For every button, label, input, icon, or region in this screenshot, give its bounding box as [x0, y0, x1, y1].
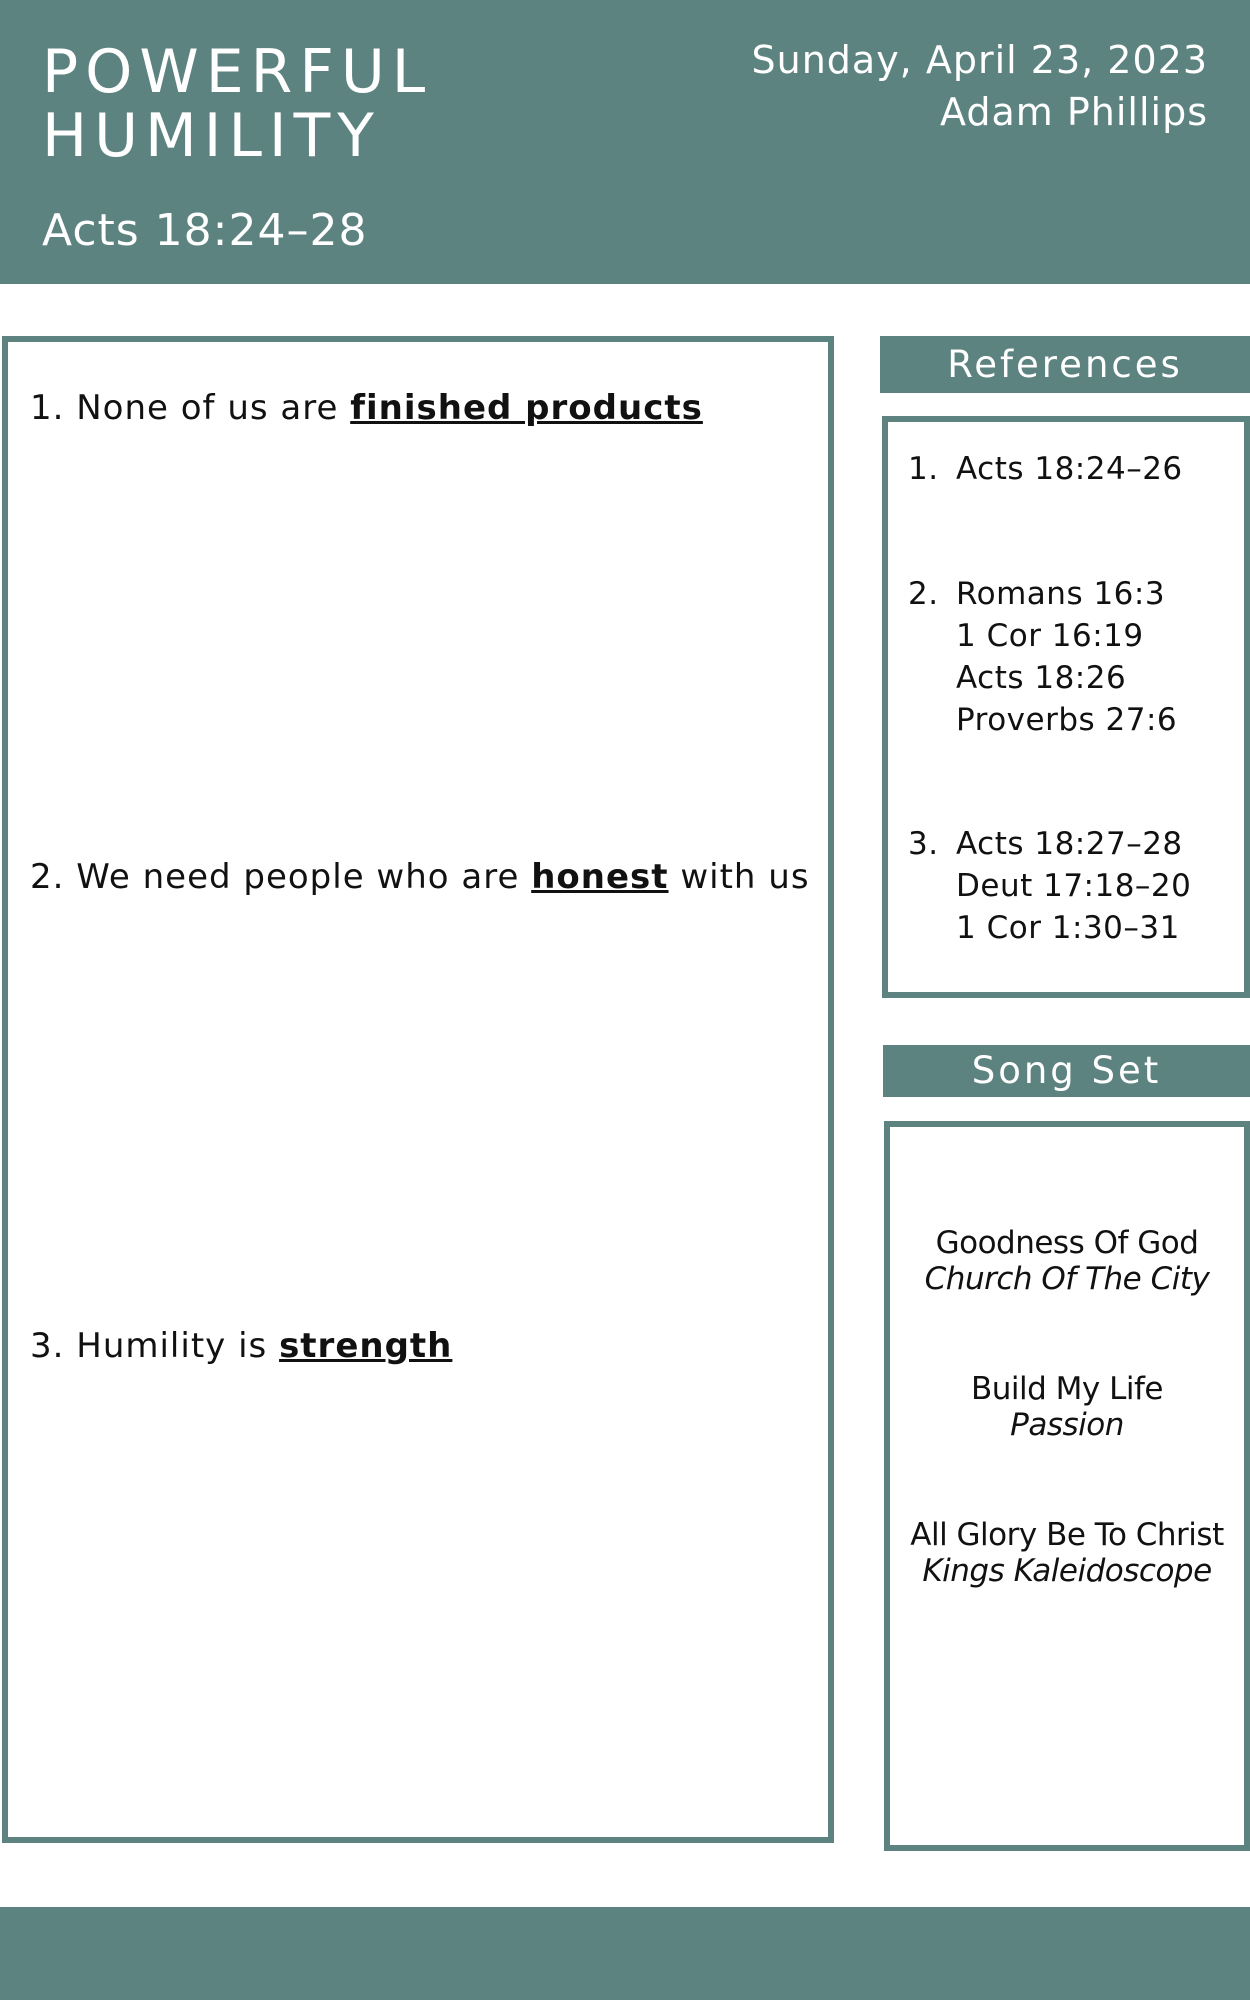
sermon-title-line-2: HUMILITY: [42, 101, 381, 171]
sermon-meta: [752, 34, 1209, 138]
reference-number: 3.: [908, 826, 939, 862]
reference-list: [956, 448, 1183, 490]
song-title: All Glory Be To Christ: [910, 1517, 1224, 1553]
header-banner: [0, 0, 1250, 284]
sermon-point-2: [30, 857, 810, 897]
scripture-reference: Acts 18:24–28: [42, 205, 368, 256]
point-fill-in: honest: [531, 857, 669, 897]
song-set-box: [884, 1121, 1250, 1851]
song-artist: Kings Kaleidoscope: [922, 1553, 1212, 1589]
reference-number: 1.: [908, 451, 939, 487]
point-fill-in: finished products: [350, 388, 703, 428]
song-artist: Church Of The City: [924, 1261, 1210, 1297]
sermon-date: Sunday, April 23, 2023: [751, 38, 1208, 82]
speaker-name: Adam Phillips: [940, 90, 1208, 134]
sermon-point-3: [30, 1326, 452, 1366]
song-set-heading: Song Set: [883, 1045, 1250, 1097]
reference-item: 1 Cor 16:19: [956, 618, 1144, 654]
reference-number: 2.: [908, 576, 939, 612]
song-title: Goodness Of God: [935, 1225, 1199, 1261]
song-item-3: [890, 1517, 1244, 1589]
reference-item: Proverbs 27:6: [956, 702, 1178, 738]
reference-item: Acts 18:27–28: [956, 826, 1183, 862]
point-text-end: with us: [668, 857, 810, 897]
sermon-point-1: [30, 388, 703, 428]
point-fill-in: strength: [279, 1326, 453, 1366]
point-text: 3. Humility is: [30, 1326, 280, 1366]
footer-band: [0, 1907, 1250, 2000]
references-box: [882, 416, 1250, 998]
song-artist: Passion: [1010, 1407, 1124, 1443]
song-item-1: [890, 1225, 1244, 1297]
references-heading: References: [880, 336, 1250, 393]
reference-item: Romans 16:3: [956, 576, 1166, 612]
sermon-title: [42, 37, 433, 171]
reference-item: 1 Cor 1:30–31: [956, 910, 1180, 946]
reference-item: Acts 18:26: [956, 660, 1127, 696]
sermon-title-line-1: POWERFUL: [42, 37, 433, 107]
sermon-notes-box: [2, 336, 834, 1843]
reference-item: Acts 18:24–26: [956, 451, 1183, 487]
song-item-2: [890, 1371, 1244, 1443]
song-title: Build My Life: [971, 1371, 1163, 1407]
reference-item: Deut 17:18–20: [956, 868, 1192, 904]
reference-list: [956, 823, 1191, 949]
reference-list: [956, 573, 1177, 741]
point-text: 2. We need people who are: [30, 857, 532, 897]
point-text: 1. None of us are: [30, 388, 351, 428]
